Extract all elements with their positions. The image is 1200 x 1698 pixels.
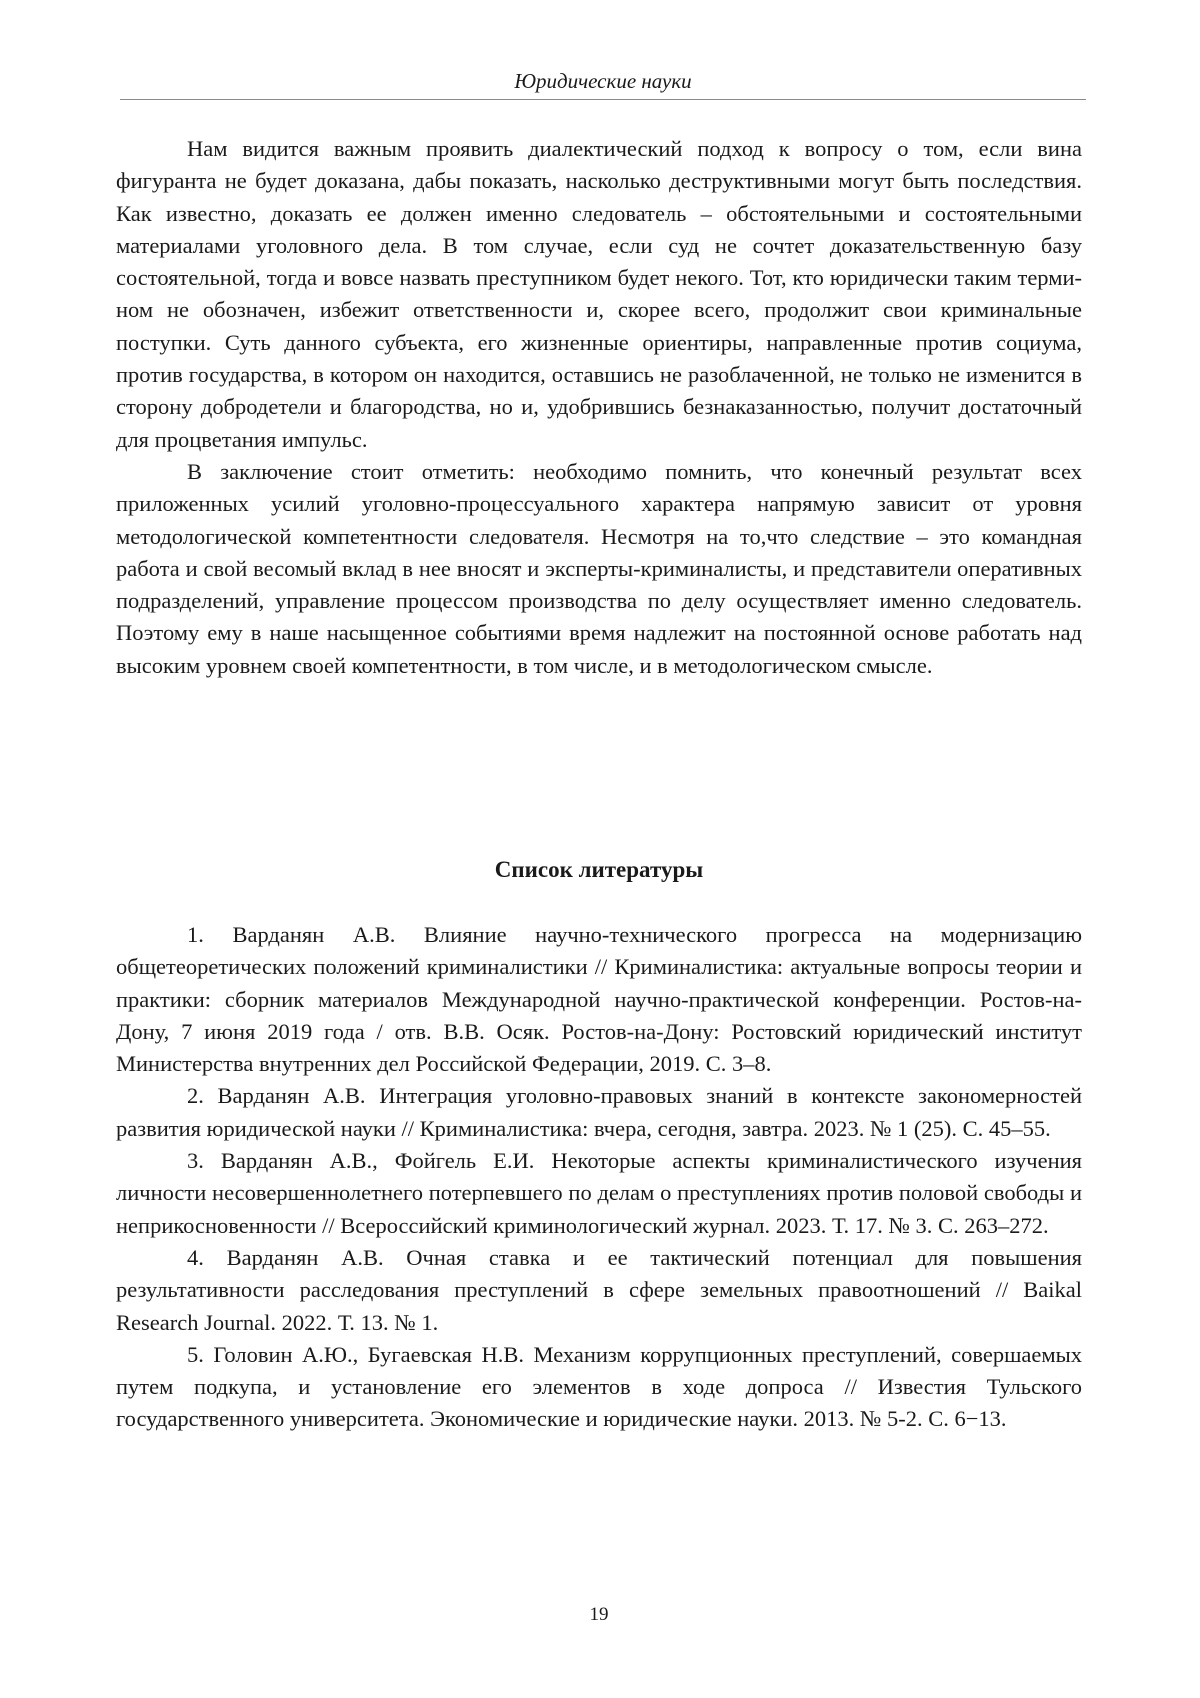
reference-item: 3. Варданян А.В., Фойгель Е.И. Некоторые аспекты криминалистического изучения личности несовершеннолетнего потерпевшего по делам о преступлениях против половой свободы и неприкосновенности // Всероссийский криминологический журнал. 2023. Т. 17. № 3. С. 263–272. xyxy=(116,1148,1082,1238)
header-divider xyxy=(120,99,1086,100)
reference-item: 5. Головин А.Ю., Бугаевская Н.В. Механизм коррупционных преступлений, совершаемых путем подкупа, и установление его элементов в ходе допроса // Известия Тульского государственного университета. Экономические и юридические науки. 2013. № 5-2. С. 6−13. xyxy=(116,1341,1082,1432)
references-heading: Список литературы xyxy=(494,857,704,882)
running-header: Юридические науки xyxy=(514,69,692,93)
reference-item: 1. Варданян А.В. Влияние научно-технического прогресса на модернизацию общетеоретических положений криминалистики // Криминалистика: актуальные вопросы теории и практики: сборник материалов Международной научно-практической конференции. Ростов-на-Дону, 7 июня 2019 года / отв. В.В. Осяк. Ростов-на-Дону: Ростовский юридический институт Министерства внутренних дел Российской Федерации, 2019. С. 3–8. xyxy=(116,922,1082,1077)
page-number: 19 xyxy=(589,1604,609,1625)
body-paragraph: В заключение стоит отметить: необходимо помнить, что конечный результат всех приложенных усилий уголовно-процессуального характера напрямую зависит от уровня методологической компетентности следователя. Несмотря на то,что следствие – это командная работа и свой весомый вклад в нее вносят и эксперты-криминалисты, и представители оперативных подразделений, управление процессом производства по делу осуществляет именно следователь. Поэтому ему в наше насыщенное событиями время надлежит на постоянной основе работать над высоким уровнем своей компетентности, в том числе, и в методологическом смысле. xyxy=(116,458,1082,678)
body-text xyxy=(116,133,1082,682)
body-paragraph: Нам видится важным проявить диалектический подход к вопросу о том, если вина фигуранта не будет доказана, дабы показать, насколько деструктивными могут быть последствия. Как известно, доказать ее должен именно следователь – обстоятельными и состоятельными материалами уголовного дела. В том случае, если суд не сочтет доказательственную базу состоятельной, тогда и вовсе назвать преступником будет некого. Тот, кто юридически таким термином не обозначен, избежит ответственности и, скорее всего, продолжит свои криминальные поступки. Суть данного субъекта, его жизненные ориентиры, направленные против социума, против государства, в котором он находится, оставшись не разоблаченной, не только не изменится в сторону добродетели и благородства, но и, удобрившись безнаказанностью, получит достаточный для процветания импульс. xyxy=(116,136,1082,452)
references-list xyxy=(116,919,1082,1436)
reference-item: 4. Варданян А.В. Очная ставка и ее тактический потенциал для повышения результативности расследования преступлений в сфере земельных правоотношений // Baikal Research Journal. 2022. Т. 13. № 1. xyxy=(116,1244,1082,1335)
reference-item: 2. Варданян А.В. Интеграция уголовно-правовых знаний в контексте закономерностей развития юридической науки // Криминалистика: вчера, сегодня, завтра. 2023. № 1 (25). С. 45–55. xyxy=(116,1083,1082,1141)
